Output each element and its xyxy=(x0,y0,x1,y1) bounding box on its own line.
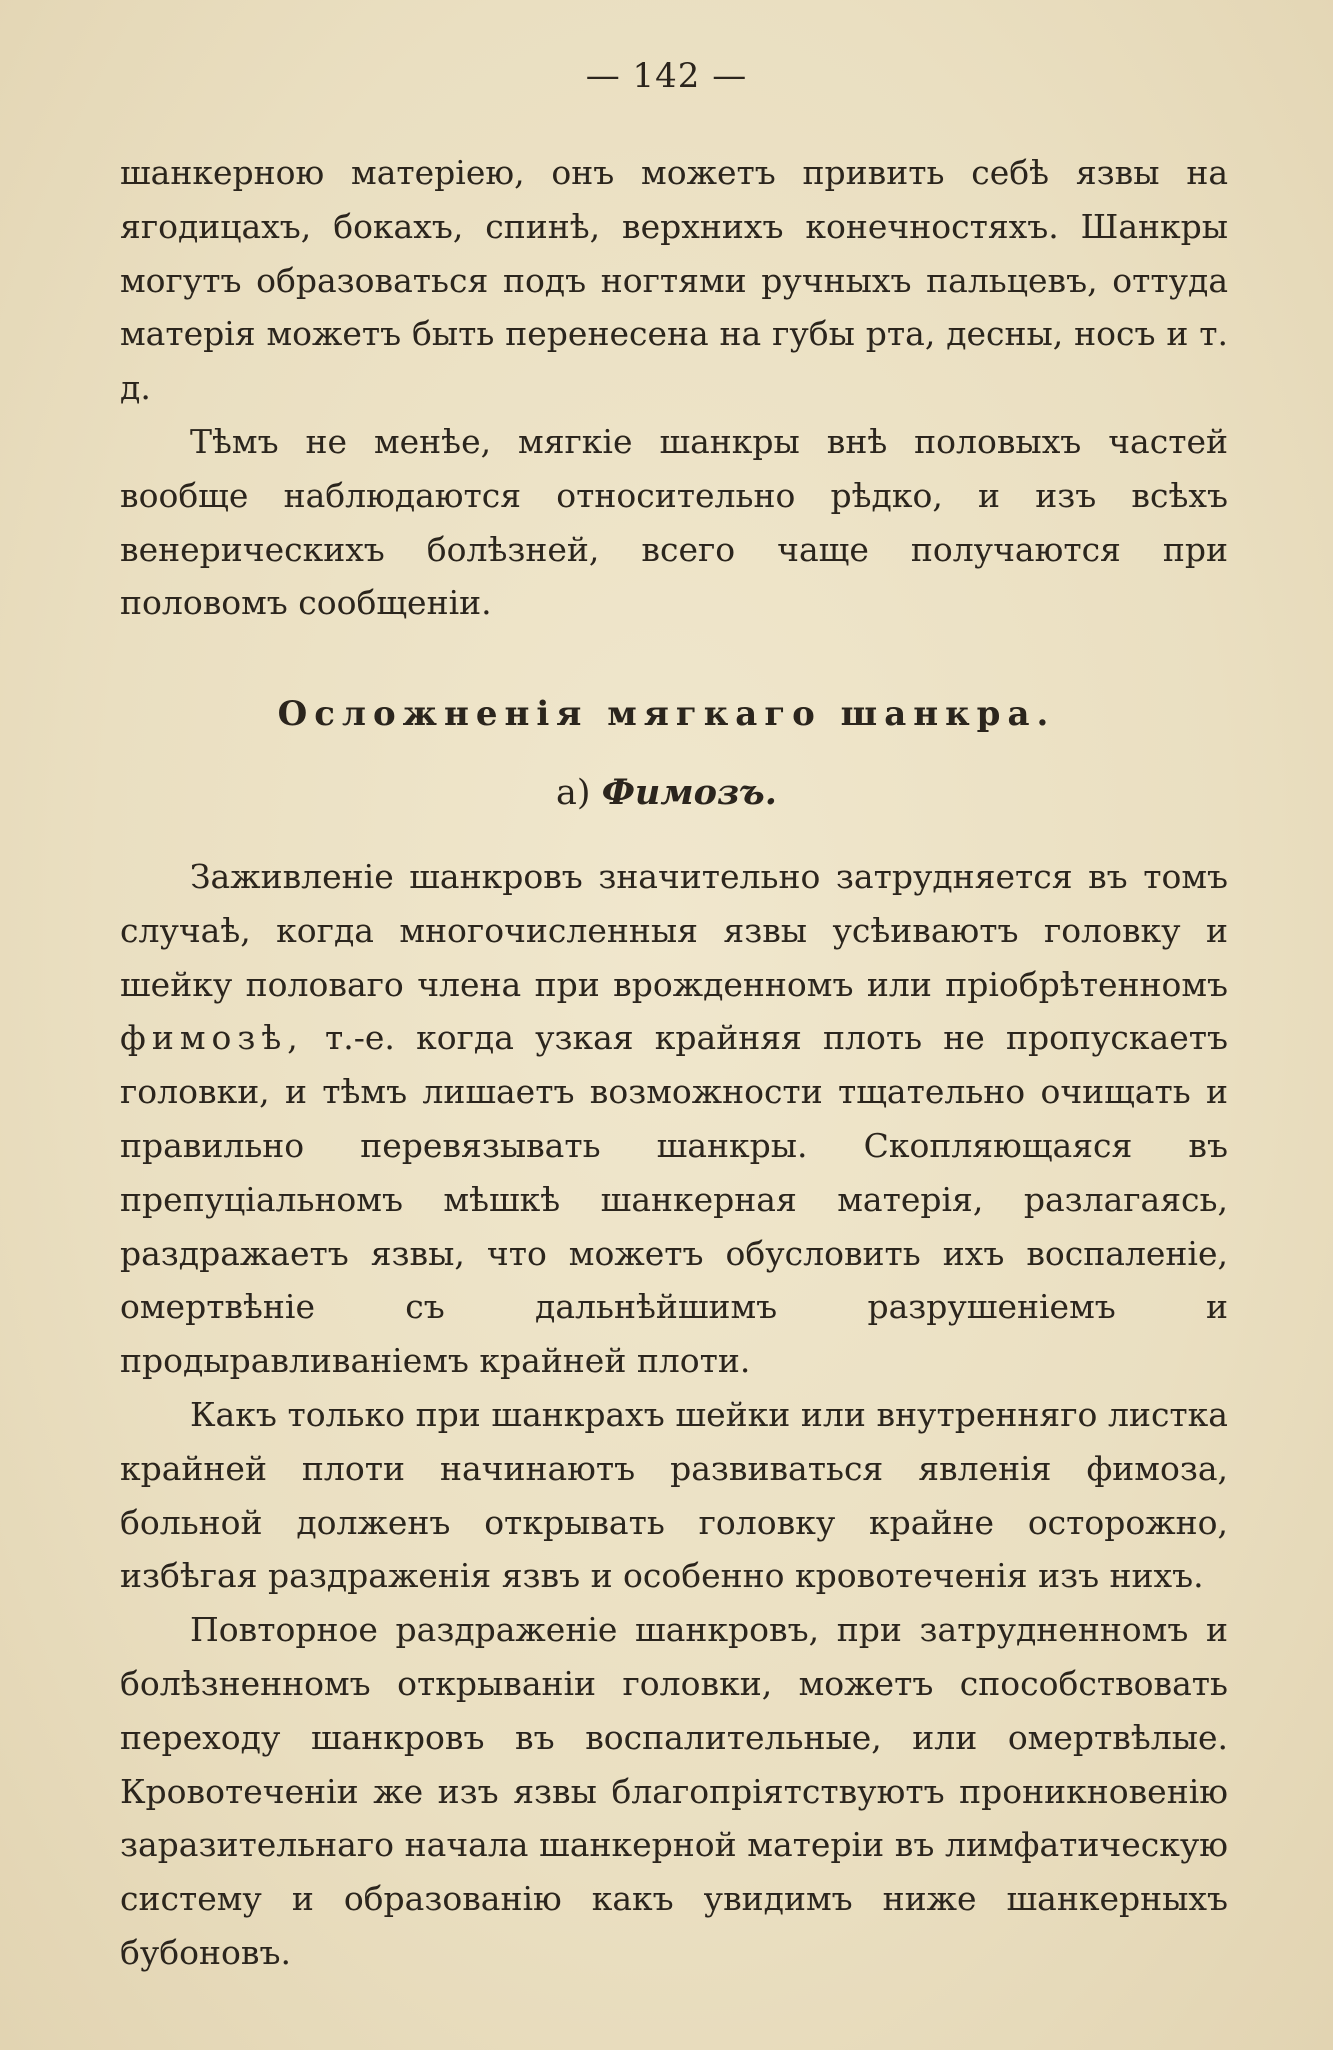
text-block-main xyxy=(120,850,1228,1980)
section-title: Осложненія мягкаго шанкра. xyxy=(277,694,1056,734)
paragraph-2: Тѣмъ не менѣе, мягкіе шанкры внѣ половыхъ частей вообще наблюдаются относительно рѣдко, и изъ всѣхъ венерическихъ болѣзней, всего чаще получаются при половомъ сообщеніи. xyxy=(120,421,1228,623)
subheading xyxy=(0,772,1333,813)
paragraph-3-end: т.-е. когда узкая крайняя плоть не пропускаетъ головки, и тѣмъ лишаетъ возможности тщательно очищать и правильно перевязывать шанкры. Скопляющаяся въ препуціальномъ мѣшкѣ шанкерная матерія, разлагаясь, раздражаетъ язвы, что можетъ обусловить ихъ воспаленіе, омертвѣніе съ дальнѣйшимъ разрушеніемъ и продыравливаніемъ крайней плоти. xyxy=(120,1018,1228,1381)
paragraph-5: Повторное раздраженіе шанкровъ, при затрудненномъ и болѣзненномъ открываніи головки, можетъ способствовать переходу шанкровъ въ воспалительные, или омертвѣлые. Кровотеченіи же изъ язвы благопріятствуютъ проникновенію заразительнаго начала шанкерной матеріи въ лимфатическую систему и образованію какъ увидимъ ниже шанкерныхъ бубоновъ. xyxy=(120,1610,1228,1972)
paragraph-1: шанкерною матеріею, онъ можетъ привить себѣ язвы на ягодицахъ, бокахъ, спинѣ, верхнихъ конечностяхъ. Шанкры могутъ образоваться подъ ногтями ручныхъ пальцевъ, оттуда матерія можетъ быть перенесена на губы рта, десны, носъ и т. д. xyxy=(120,153,1228,408)
paragraph-3 xyxy=(120,850,1228,1388)
page-number: — 142 — xyxy=(585,56,748,96)
paragraph-4: Какъ только при шанкрахъ шейки или внутренняго листка крайней плоти начинаютъ развиваться явленія фимоза, больной долженъ открывать головку крайне осторожно, избѣгая раздраженія язвъ и особенно кровотеченія изъ нихъ. xyxy=(120,1394,1228,1596)
spaced-term: фимозѣ, xyxy=(120,1018,304,1058)
paragraph-3-start: Заживленіе шанкровъ значительно затрудняется въ томъ случаѣ, когда многочисленныя язвы усѣиваютъ головку и шейку половаго члена при врожденномъ или пріобрѣтенномъ xyxy=(120,857,1228,1004)
subheading-marker: а) xyxy=(556,773,591,813)
subheading-term: Фимозъ. xyxy=(601,772,777,813)
text-block-top xyxy=(120,146,1228,630)
